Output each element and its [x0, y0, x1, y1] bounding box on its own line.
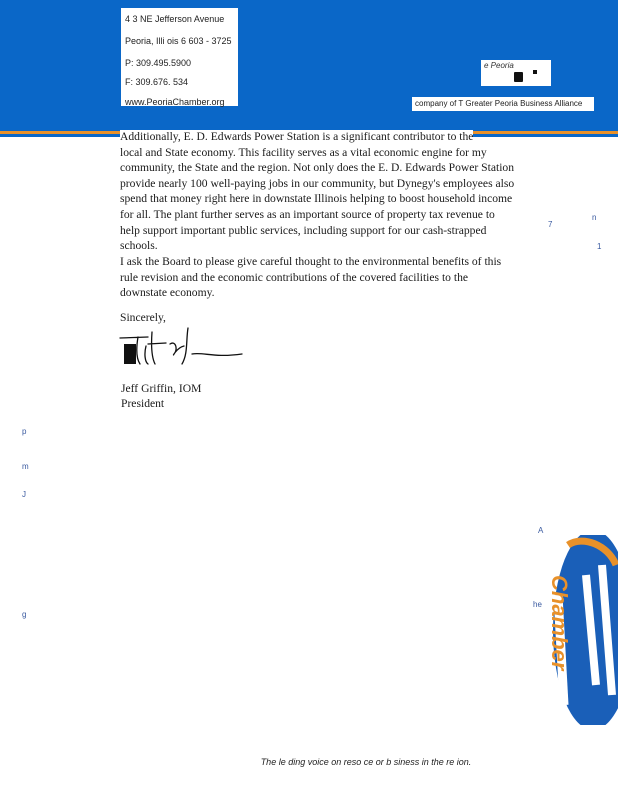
margin-mark: n	[592, 213, 597, 222]
signer-name: Jeff Griffin, IOM	[121, 382, 202, 395]
margin-mark: 1	[597, 242, 602, 251]
svg-text:Chamber: Chamber	[547, 575, 572, 671]
letter-closing: Sincerely,	[120, 311, 166, 324]
partner-logo-text: e Peoria	[484, 61, 514, 70]
footer-tagline	[0, 757, 618, 767]
footer-tagline-text: The le ding voice on reso ce or b siness in the re ion.	[260, 757, 472, 767]
phone-number: P: 309.495.5900	[125, 58, 192, 68]
partner-logo	[481, 60, 551, 86]
website-link[interactable]: www.PeoriaChamber.org	[125, 97, 225, 107]
margin-mark: J	[22, 490, 26, 499]
letter-paragraph-2: I ask the Board to please give careful thought to the environmental benefits of this rule revision and the economic contributions of the covered facilities to the downstate economy.	[120, 255, 502, 300]
paragraph-body: local and State economy. This facility serves as a vital economic engine for my community, the State and the region. Not only does the E. D. Edwards Power Station provide nearly 100 well-paying jobs in our community, but Dynegy's employees also spend that money right here in downstate Illinois helping to boost household income for all. The plant further serves as an important source of property tax revenue to help support important public services, including support for our cash-strapped schools.	[120, 145, 515, 253]
letter-paragraph-1	[120, 129, 515, 254]
logo-dot-icon	[533, 70, 537, 74]
margin-mark: he	[533, 600, 542, 609]
address-city-line: Peoria, Illi ois 6 603 - 3725	[125, 36, 232, 46]
margin-mark: p	[22, 427, 27, 436]
chamber-logo	[538, 535, 618, 725]
address-block	[121, 8, 238, 106]
paragraph-first-line: Additionally, E. D. Edwards Power Station is a significant contributor to the	[120, 130, 474, 143]
fax-number: F: 309.676. 534	[125, 77, 189, 87]
margin-mark: g	[22, 610, 27, 619]
handwritten-signature	[118, 324, 248, 368]
signer-title: President	[121, 397, 165, 410]
company-affiliation: company of T Greater Peoria Business Alliance	[412, 97, 594, 111]
margin-mark: A	[538, 526, 544, 535]
logo-mark-icon	[514, 72, 523, 82]
margin-mark: 7	[548, 220, 553, 229]
margin-mark: m	[22, 462, 29, 471]
address-line: 4 3 NE Jefferson Avenue	[125, 14, 225, 24]
